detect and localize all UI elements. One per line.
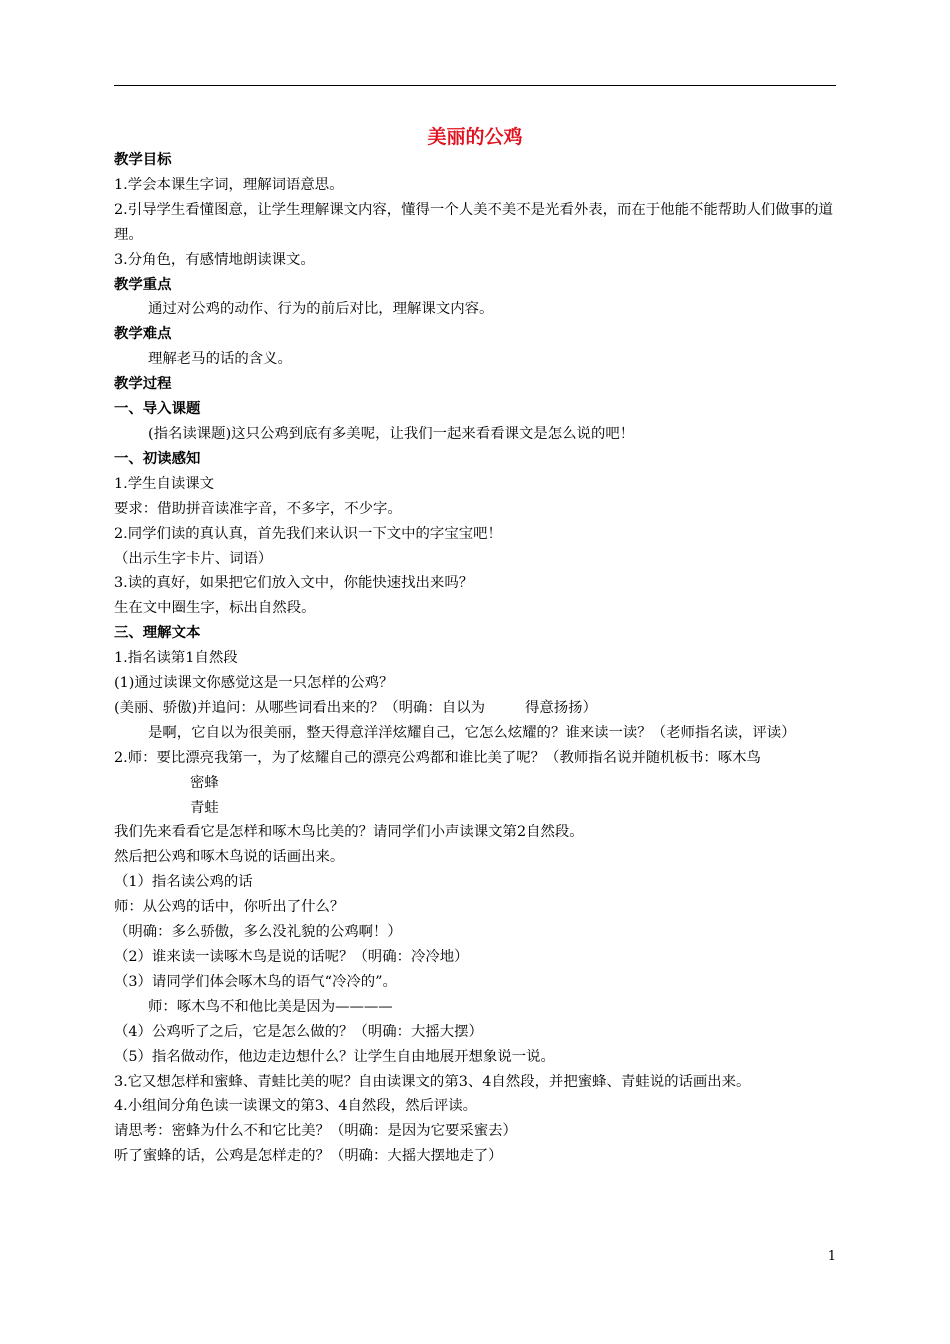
section-heading: 一、导入课题 xyxy=(114,401,201,418)
paragraph-line xyxy=(114,696,839,721)
paragraph: （1）指名读公鸡的话 xyxy=(114,874,253,891)
paragraph: 1.指名读第1自然段 xyxy=(114,650,238,667)
section-heading: 教学重点 xyxy=(114,276,172,293)
paragraph-part: 得意扬扬） xyxy=(525,699,597,716)
section-heading: 教学过程 xyxy=(114,376,172,393)
paragraph: 是啊，它自以为很美丽，整天得意洋洋炫耀自己，它怎么炫耀的？谁来读一读？（老师指名读，评读） xyxy=(148,724,796,741)
paragraph: 理解老马的话的含义。 xyxy=(148,351,292,368)
paragraph: 2.引导学生看懂图意，让学生理解课文内容，懂得一个人美不美不是光看外表，而在于他能不能帮助人们做事的道理。 xyxy=(114,201,833,243)
paragraph: 1.学会本课生字词，理解词语意思。 xyxy=(114,176,344,193)
paragraph: 3.读的真好，如果把它们放入文中，你能快速找出来吗？ xyxy=(114,575,474,592)
board-item: 青蛙 xyxy=(190,799,219,816)
paragraph: 3.它又想怎样和蜜蜂、青蛙比美的呢？自由读课文的第3、4自然段，并把蜜蜂、青蛙说的话画出来。 xyxy=(114,1073,751,1090)
paragraph: 请思考：密蜂为什么不和它比美？（明确：是因为它要采蜜去） xyxy=(114,1123,517,1140)
paragraph: (1)通过读课文你感觉这是一只怎样的公鸡？ xyxy=(114,675,394,692)
paragraph: （明确：多么骄傲，多么没礼貌的公鸡啊！） xyxy=(114,924,402,941)
section-heading: 教学目标 xyxy=(114,152,172,168)
paragraph: 我们先来看看它是怎样和啄木鸟比美的？请同学们小声读课文第2自然段。 xyxy=(114,824,584,841)
paragraph: 4.小组间分角色读一读课文的第3、4自然段，然后评读。 xyxy=(114,1098,478,1115)
paragraph: （4）公鸡听了之后，它是怎么做的？（明确：大摇大摆） xyxy=(114,1023,483,1040)
section-heading: 教学难点 xyxy=(114,326,172,343)
paragraph: 要求：借助拼音读准字音，不多字，不少字。 xyxy=(114,500,402,517)
paragraph: 2.同学们读的真认真，首先我们来认识一下文中的字宝宝吧！ xyxy=(114,525,502,542)
paragraph: 生在文中圈生字，标出自然段。 xyxy=(114,600,316,617)
paragraph: 2.师：要比漂亮我第一，为了炫耀自己的漂亮公鸡都和谁比美了呢？（教师指名说并随机板书：啄木鸟 xyxy=(114,749,761,766)
section-heading: 三、理解文本 xyxy=(114,625,201,642)
paragraph: （3）请同学们体会啄木鸟的语气“冷冷的”。 xyxy=(114,973,397,990)
paragraph: 听了蜜蜂的话，公鸡是怎样走的？（明确：大摇大摆地走了） xyxy=(114,1148,503,1165)
section-heading: 一、初读感知 xyxy=(114,450,201,467)
paragraph: 1.学生自读课文 xyxy=(114,475,215,492)
page-number: 1 xyxy=(827,1249,836,1264)
paragraph: 然后把公鸡和啄木鸟说的话画出来。 xyxy=(114,849,345,866)
paragraph: (指名读课题)这只公鸡到底有多美呢，让我们一起来看看课文是怎么说的吧！ xyxy=(148,425,635,442)
paragraph-part: (美丽、骄傲)并追问：从哪些词看出来的？（明确：自以为 xyxy=(114,699,485,716)
header-rule xyxy=(114,85,836,86)
paragraph: （2）谁来读一读啄木鸟是说的话呢？（明确：冷冷地） xyxy=(114,949,469,965)
paragraph: 师：啄木鸟不和他比美是因为———— xyxy=(148,998,393,1015)
paragraph: （5）指名做动作，他边走边想什么？让学生自由地展开想象说一说。 xyxy=(114,1048,555,1065)
document-title: 美丽的公鸡 xyxy=(427,126,523,148)
paragraph: （出示生字卡片、词语） xyxy=(114,550,273,567)
paragraph: 3.分角色，有感情地朗读课文。 xyxy=(114,251,315,268)
paragraph: 师：从公鸡的话中，你听出了什么？ xyxy=(114,899,345,916)
paragraph: 通过对公鸡的动作、行为的前后对比，理解课文内容。 xyxy=(148,301,494,318)
board-item: 密蜂 xyxy=(190,774,219,791)
document-body xyxy=(114,148,839,1169)
